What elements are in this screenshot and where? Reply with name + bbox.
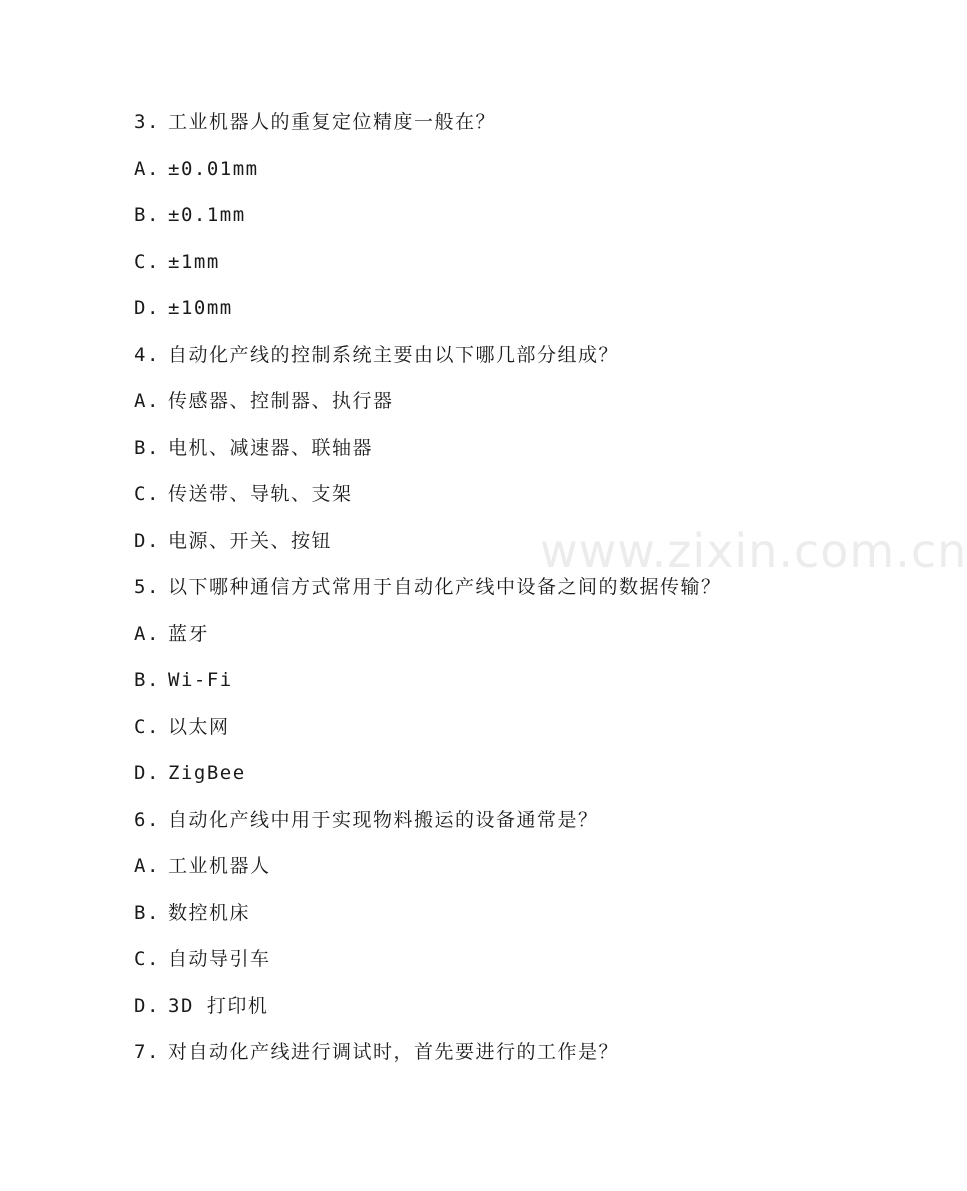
question-6-option-d (134, 994, 268, 1018)
question-5-option-b (134, 668, 233, 692)
question-6-option-a (134, 854, 271, 878)
option-letter: B. (134, 437, 160, 459)
option-letter: C. (134, 251, 160, 273)
question-number: 4. (134, 344, 160, 366)
option-letter: D. (134, 995, 160, 1017)
option-letter: D. (134, 297, 160, 319)
question-4-option-a (134, 389, 394, 413)
option-letter: A. (134, 855, 160, 877)
option-letter: C. (134, 948, 160, 970)
question-5-option-d (134, 761, 246, 785)
question-4-option-b (134, 436, 373, 460)
option-text: ±10mm (168, 297, 233, 319)
option-letter: B. (134, 204, 160, 226)
option-letter: D. (134, 762, 160, 784)
option-text: ±0.1mm (168, 204, 246, 226)
question-3-option-a (134, 157, 259, 181)
question-4-option-d (134, 529, 332, 553)
question-3-title (134, 110, 496, 134)
question-5-title (134, 575, 722, 599)
option-letter: B. (134, 669, 160, 691)
question-6-title (134, 808, 599, 832)
question-number: 3. (134, 111, 160, 133)
option-letter: D. (134, 530, 160, 552)
option-text: 传送带、导轨、支架 (168, 483, 353, 505)
question-text: 工业机器人的重复定位精度一般在？ (168, 111, 497, 133)
option-letter: C. (134, 716, 160, 738)
option-text: 3D 打印机 (168, 995, 269, 1017)
option-text: ±1mm (168, 251, 220, 273)
question-4-option-c (134, 482, 353, 506)
question-5-option-a (134, 622, 209, 646)
question-3-option-c (134, 250, 220, 274)
option-text: 电机、减速器、联轴器 (168, 437, 374, 459)
option-letter: A. (134, 158, 160, 180)
option-text: ZigBee (168, 762, 246, 784)
question-7-title (134, 1040, 619, 1064)
question-text: 自动化产线的控制系统主要由以下哪几部分组成？ (168, 344, 620, 366)
question-4-title (134, 343, 619, 367)
question-number: 6. (134, 809, 160, 831)
option-letter: A. (134, 623, 160, 645)
option-text: 数控机床 (168, 902, 251, 924)
option-text: Wi-Fi (168, 669, 233, 691)
option-letter: A. (134, 390, 160, 412)
question-6-option-b (134, 901, 250, 925)
question-text: 对自动化产线进行调试时，首先要进行的工作是？ (168, 1041, 620, 1063)
option-text: 以太网 (168, 716, 230, 738)
question-text: 以下哪种通信方式常用于自动化产线中设备之间的数据传输？ (168, 576, 722, 598)
option-text: 蓝牙 (168, 623, 210, 645)
question-5-option-c (134, 715, 230, 739)
option-text: 工业机器人 (168, 855, 271, 877)
watermark: www.zixin.com.cn (540, 524, 967, 578)
question-3-option-d (134, 296, 233, 320)
question-text: 自动化产线中用于实现物料搬运的设备通常是？ (168, 809, 599, 831)
option-text: 电源、开关、按钮 (168, 530, 333, 552)
question-6-option-c (134, 947, 271, 971)
option-letter: C. (134, 483, 160, 505)
option-text: ±0.01mm (168, 158, 259, 180)
question-3-option-b (134, 203, 246, 227)
question-number: 7. (134, 1041, 160, 1063)
option-text: 传感器、控制器、执行器 (168, 390, 394, 412)
question-number: 5. (134, 576, 160, 598)
option-text: 自动导引车 (168, 948, 271, 970)
option-letter: B. (134, 902, 160, 924)
